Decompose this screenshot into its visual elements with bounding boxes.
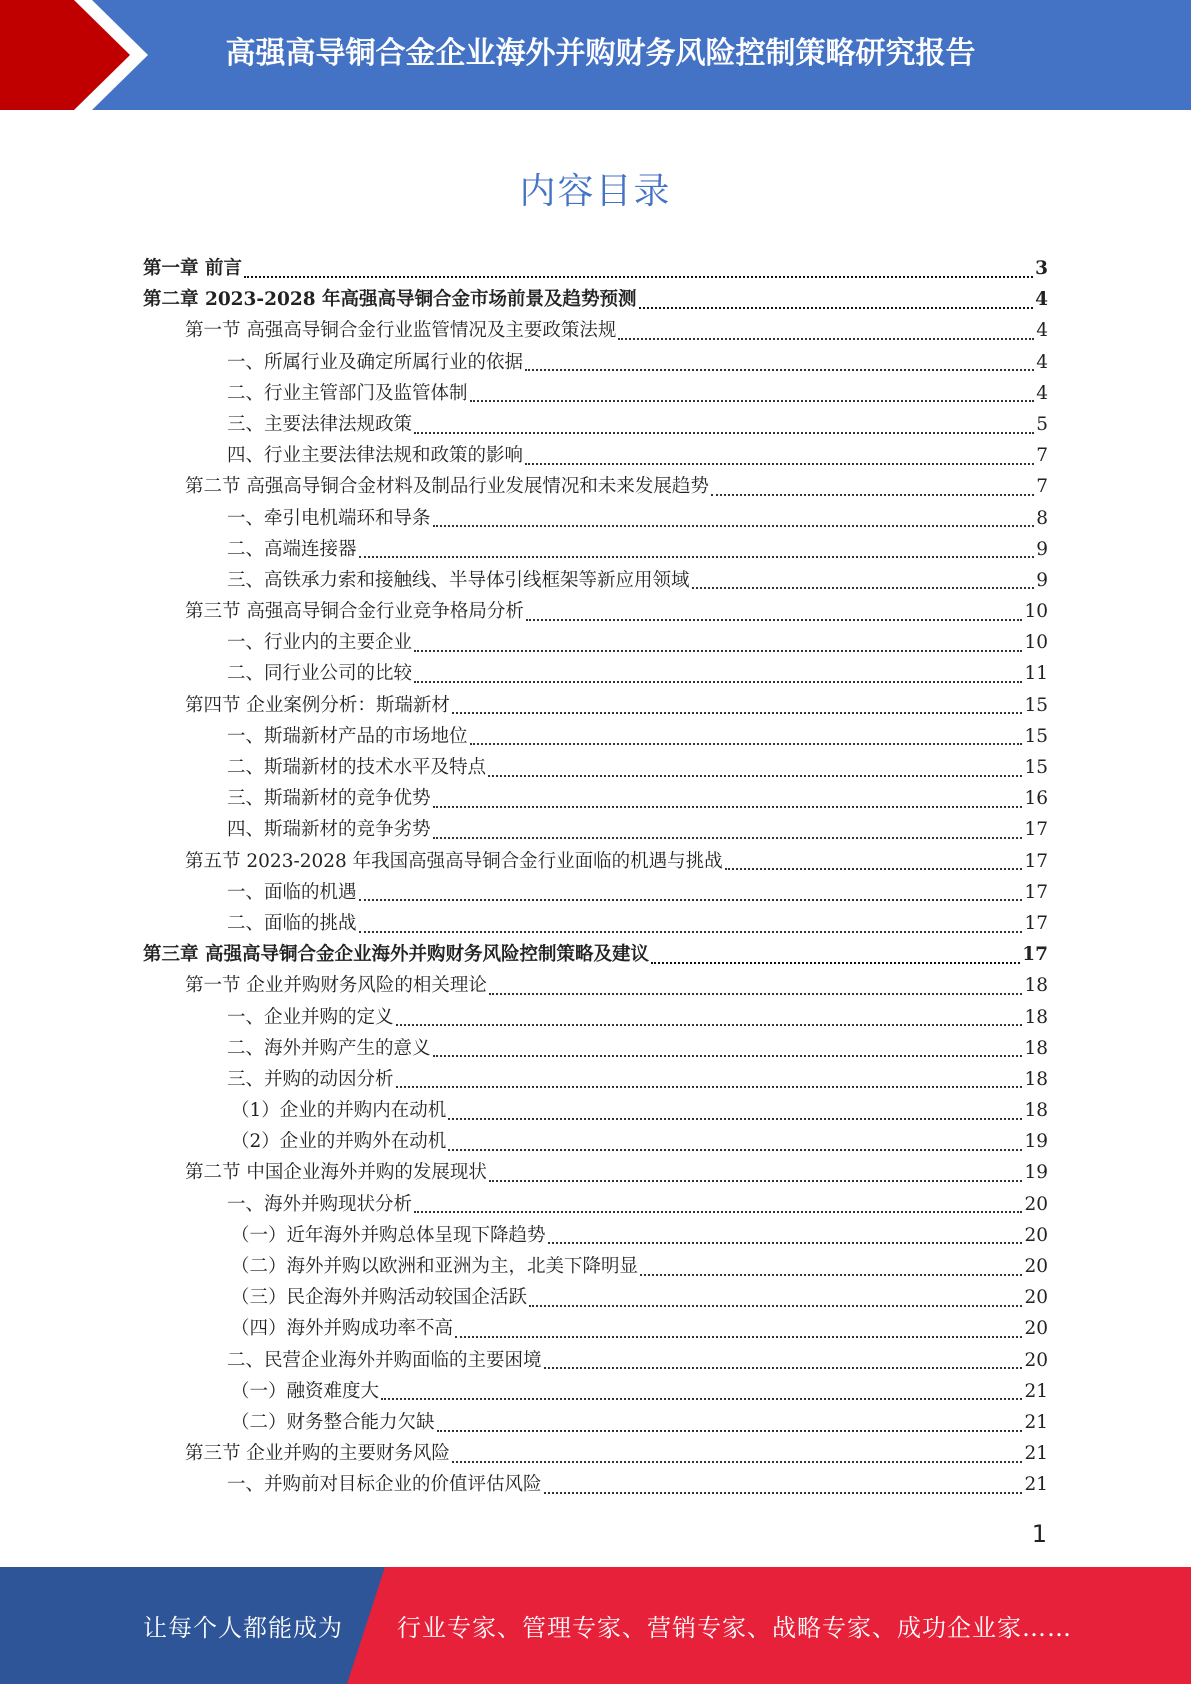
toc-entry[interactable]	[143, 1376, 1048, 1407]
toc-entry-title: 第三章 高强高导铜合金企业海外并购财务风险控制策略及建议	[143, 944, 649, 966]
toc-dot-leader	[488, 775, 1022, 777]
toc-entry[interactable]	[143, 877, 1048, 908]
toc-entry-title: 四、行业主要法律法规和政策的影响	[227, 445, 524, 467]
toc-dot-leader	[639, 307, 1034, 309]
toc-entry-title: （二）海外并购以欧洲和亚洲为主，北美下降明显	[231, 1256, 639, 1277]
toc-entry-page: 4	[1036, 382, 1048, 404]
toc-entry-title: 三、并购的动因分析	[227, 1068, 394, 1090]
toc-dot-leader	[725, 868, 1023, 870]
toc-entry[interactable]	[143, 378, 1048, 409]
toc-entry-page: 18	[1024, 1037, 1048, 1059]
toc-dot-leader	[548, 1242, 1023, 1244]
toc-entry-page: 17	[1024, 850, 1048, 872]
toc-entry-page: 4	[1036, 320, 1048, 342]
toc-entry[interactable]	[143, 1313, 1048, 1344]
toc-entry[interactable]	[143, 409, 1048, 440]
toc-entry-title: 第一节 高强高导铜合金行业监管情况及主要政策法规	[185, 320, 617, 342]
toc-entry-title: 二、海外并购产生的意义	[227, 1037, 431, 1059]
toc-entry-title: 二、民营企业海外并购面临的主要困境	[227, 1349, 542, 1371]
toc-entry-page: 19	[1024, 1131, 1048, 1153]
toc-entry-page: 8	[1036, 507, 1048, 529]
toc-dot-leader	[651, 962, 1020, 964]
footer-slogan-right: 行业专家、管理专家、营销专家、战略专家、成功企业家……	[397, 1614, 1072, 1642]
toc-entry-title: 三、高铁承力索和接触线、半导体引线框架等新应用领域	[227, 569, 690, 591]
toc-entry-page: 17	[1024, 912, 1048, 934]
toc-entry-page: 9	[1036, 538, 1048, 560]
toc-entry[interactable]	[143, 1251, 1048, 1282]
toc-entry[interactable]	[143, 1157, 1048, 1188]
toc-entry-title: 第一节 企业并购财务风险的相关理论	[185, 975, 487, 997]
toc-entry-title: 一、并购前对目标企业的价值评估风险	[227, 1474, 542, 1496]
toc-entry[interactable]	[143, 1095, 1048, 1126]
toc-entry-page: 15	[1024, 725, 1048, 747]
toc-entry[interactable]	[143, 1345, 1048, 1376]
toc-entry-title: （2）企业的并购外在动机	[231, 1131, 447, 1153]
toc-entry-title: （一）近年海外并购总体呈现下降趋势	[231, 1224, 546, 1246]
toc-entry-page: 18	[1024, 1068, 1048, 1090]
toc-dot-leader	[433, 806, 1023, 808]
toc-dot-leader	[489, 1180, 1023, 1182]
toc-entry[interactable]	[143, 814, 1048, 845]
footer-slogan-left: 让每个人都能成为	[143, 1614, 343, 1642]
toc-entry-page: 20	[1024, 1193, 1048, 1215]
toc-entry-page: 21	[1024, 1474, 1048, 1496]
toc-dot-leader	[525, 369, 1034, 371]
toc-entry-title: 二、面临的挑战	[227, 912, 357, 934]
toc-entry[interactable]	[143, 1126, 1048, 1157]
toc-dot-leader	[455, 1336, 1022, 1338]
toc-entry[interactable]	[143, 596, 1048, 627]
toc-entry-title: （二）财务整合能力欠缺	[231, 1411, 435, 1433]
footer-band	[0, 1567, 1191, 1684]
toc-entry[interactable]	[143, 908, 1048, 939]
toc-dot-leader	[433, 525, 1035, 527]
toc-dot-leader	[640, 1274, 1022, 1276]
toc-entry-page: 15	[1024, 757, 1048, 778]
toc-entry-page: 10	[1024, 632, 1048, 654]
toc-entry-title: 二、高端连接器	[227, 538, 357, 560]
toc-entry-title: （四）海外并购成功率不高	[231, 1318, 454, 1340]
toc-entry[interactable]	[143, 627, 1048, 658]
toc-entry-title: 第四节 企业案例分析：斯瑞新材	[185, 694, 450, 716]
toc-entry-title: 第二节 高强高导铜合金材料及制品行业发展情况和未来发展趋势	[185, 476, 709, 498]
toc-entry[interactable]	[143, 690, 1048, 721]
header-band	[0, 0, 1191, 110]
toc-entry-title: 一、面临的机遇	[227, 881, 357, 903]
toc-dot-leader	[529, 1305, 1022, 1307]
toc-entry-page: 18	[1024, 975, 1048, 997]
toc-entry[interactable]	[143, 534, 1048, 565]
toc-entry-title: （一）融资难度大	[231, 1380, 380, 1402]
toc-entry[interactable]	[143, 752, 1048, 783]
toc-entry-title: （1）企业的并购内在动机	[231, 1100, 447, 1122]
toc-heading: 内容目录	[519, 171, 672, 212]
report-title	[0, 0, 1191, 100]
toc-dot-leader	[396, 1024, 1023, 1026]
toc-dot-leader	[544, 1367, 1023, 1369]
toc-entry[interactable]	[143, 284, 1048, 315]
toc-dot-leader	[433, 837, 1023, 839]
toc-entry-title: （三）民企海外并购活动较国企活跃	[231, 1287, 528, 1309]
toc-entry-page: 7	[1036, 445, 1048, 467]
toc-entry-title: 一、海外并购现状分析	[227, 1193, 413, 1215]
toc-entry[interactable]	[143, 565, 1048, 596]
toc-dot-leader	[470, 743, 1023, 745]
toc-entry[interactable]	[143, 939, 1048, 970]
toc-dot-leader	[359, 556, 1035, 558]
toc-entry[interactable]	[143, 440, 1048, 471]
toc-entry-page: 17	[1024, 819, 1048, 841]
report-title-text: 高强高导铜合金企业海外并购财务风险控制策略研究报告	[225, 36, 976, 71]
toc-dot-leader	[618, 338, 1034, 340]
toc-entry-page: 16	[1024, 788, 1048, 810]
toc-entry-page: 3	[1035, 258, 1048, 279]
toc-dot-leader	[414, 1211, 1022, 1213]
toc-entry-page: 20	[1024, 1318, 1048, 1340]
toc-entry[interactable]	[143, 253, 1048, 284]
toc-entry[interactable]	[143, 1033, 1048, 1064]
toc-dot-leader	[414, 650, 1022, 652]
toc-dot-leader	[544, 1492, 1023, 1494]
toc-entry[interactable]	[143, 1469, 1048, 1500]
toc-entry-title: 第二章 2023-2028 年高强高导铜合金市场前景及趋势预测	[143, 289, 637, 311]
toc-entry-page: 19	[1024, 1162, 1048, 1184]
toc-entry-page: 9	[1036, 569, 1048, 591]
toc-entry-title: 一、所属行业及确定所属行业的依据	[227, 351, 524, 373]
toc-entry-page: 21	[1024, 1443, 1048, 1465]
toc-entry-title: 四、斯瑞新材的竞争劣势	[227, 819, 431, 841]
toc-dot-leader	[437, 1430, 1023, 1432]
toc-entry[interactable]	[143, 503, 1048, 534]
toc-entry-page: 21	[1024, 1411, 1048, 1433]
toc-dot-leader	[448, 1118, 1022, 1120]
toc-entry[interactable]	[143, 347, 1048, 378]
toc-entry[interactable]	[143, 1064, 1048, 1095]
toc-entry-title: 第三节 企业并购的主要财务风险	[185, 1443, 450, 1465]
toc-entry-page: 17	[1024, 881, 1048, 903]
toc-entry-title: 一、斯瑞新材产品的市场地位	[227, 725, 468, 747]
table-of-contents	[143, 253, 1048, 1501]
toc-entry-title: 一、行业内的主要企业	[227, 632, 413, 654]
toc-dot-leader	[414, 432, 1034, 434]
toc-dot-leader	[381, 1398, 1022, 1400]
toc-entry-title: 第二节 中国企业海外并购的发展现状	[185, 1162, 487, 1184]
toc-dot-leader	[359, 899, 1023, 901]
toc-entry-page: 5	[1036, 413, 1048, 435]
toc-entry[interactable]	[143, 1282, 1048, 1313]
toc-entry-page: 21	[1024, 1380, 1048, 1402]
toc-entry-page: 20	[1024, 1287, 1048, 1309]
toc-entry-title: 二、斯瑞新材的技术水平及特点	[227, 757, 487, 778]
toc-entry-title: 一、企业并购的定义	[227, 1006, 394, 1028]
toc-entry[interactable]	[143, 1002, 1048, 1033]
toc-dot-leader	[452, 1461, 1023, 1463]
toc-entry[interactable]	[143, 1220, 1048, 1251]
toc-entry[interactable]	[143, 471, 1048, 502]
toc-entry-page: 4	[1035, 289, 1048, 311]
toc-dot-leader	[359, 931, 1023, 933]
toc-entry[interactable]	[143, 1438, 1048, 1469]
toc-entry-page: 20	[1024, 1256, 1048, 1277]
toc-entry-title: 第一章 前言	[143, 258, 242, 279]
toc-dot-leader	[452, 712, 1023, 714]
toc-entry-page: 4	[1036, 351, 1048, 373]
toc-entry[interactable]	[143, 846, 1048, 877]
toc-entry-title: 第五节 2023-2028 年我国高强高导铜合金行业面临的机遇与挑战	[185, 850, 723, 872]
toc-dot-leader	[525, 463, 1034, 465]
toc-entry-page: 11	[1024, 663, 1048, 685]
toc-entry-page: 17	[1022, 944, 1048, 966]
toc-dot-leader	[526, 619, 1023, 621]
toc-dot-leader	[692, 587, 1035, 589]
toc-entry[interactable]	[143, 1407, 1048, 1438]
toc-entry[interactable]	[143, 970, 1048, 1001]
toc-entry[interactable]	[143, 783, 1048, 814]
page-number: 1	[1031, 1520, 1047, 1548]
toc-dot-leader	[711, 494, 1034, 496]
toc-entry-title: 二、同行业公司的比较	[227, 663, 413, 685]
toc-dot-leader	[414, 681, 1022, 683]
toc-dot-leader	[244, 276, 1033, 278]
toc-entry-title: 一、牵引电机端环和导条	[227, 507, 431, 529]
toc-entry-page: 20	[1024, 1224, 1048, 1246]
toc-entry[interactable]	[143, 721, 1048, 752]
toc-entry-page: 18	[1024, 1006, 1048, 1028]
toc-dot-leader	[470, 400, 1035, 402]
toc-entry-title: 三、斯瑞新材的竞争优势	[227, 788, 431, 810]
toc-entry-page: 10	[1024, 601, 1048, 623]
toc-entry-title: 第三节 高强高导铜合金行业竞争格局分析	[185, 601, 524, 623]
toc-entry[interactable]	[143, 658, 1048, 689]
toc-entry-page: 15	[1024, 694, 1048, 716]
toc-entry-page: 7	[1036, 476, 1048, 498]
toc-entry-title: 三、主要法律法规政策	[227, 413, 413, 435]
toc-dot-leader	[489, 993, 1023, 995]
toc-dot-leader	[448, 1149, 1022, 1151]
toc-entry[interactable]	[143, 315, 1048, 346]
toc-entry[interactable]	[143, 1189, 1048, 1220]
toc-entry-page: 18	[1024, 1100, 1048, 1122]
toc-entry-title: 二、行业主管部门及监管体制	[227, 382, 468, 404]
toc-entry-page: 20	[1024, 1349, 1048, 1371]
toc-dot-leader	[433, 1055, 1023, 1057]
toc-dot-leader	[396, 1086, 1023, 1088]
